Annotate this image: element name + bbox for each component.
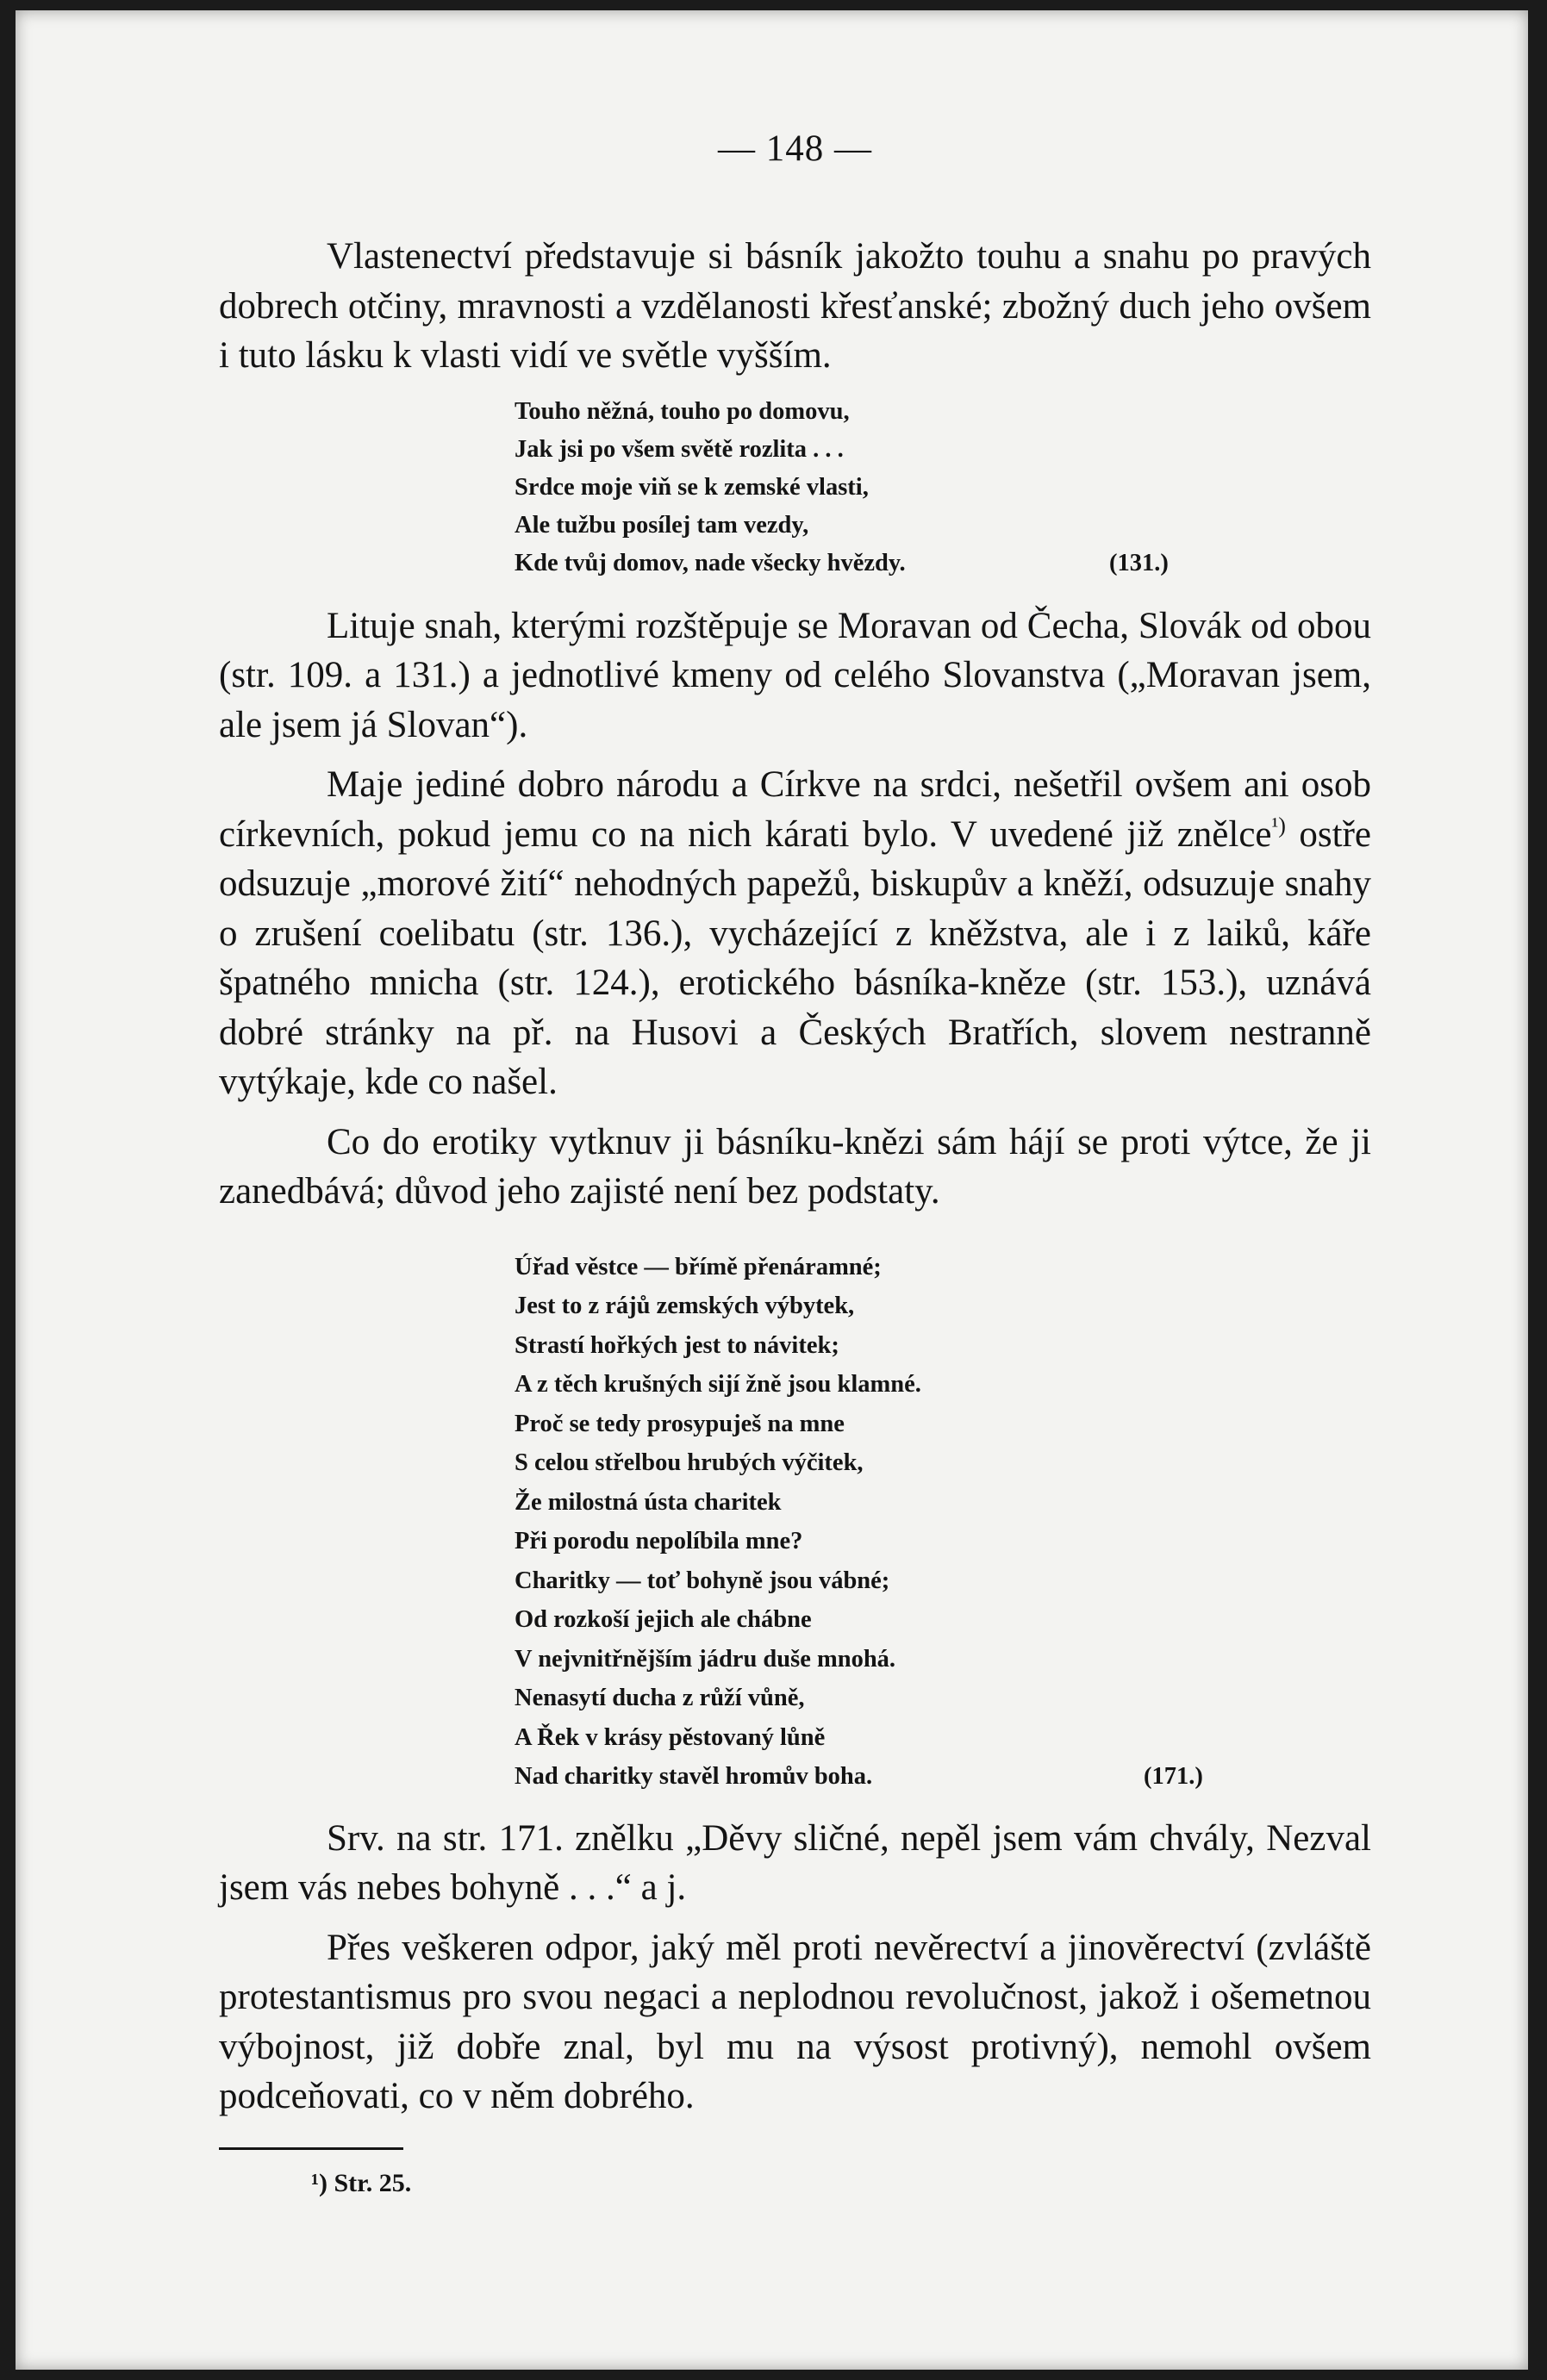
page-content [219, 118, 1371, 2198]
poem-line: Od rozkoší jejich ale chábne [515, 1606, 812, 1633]
paragraph-patriotism: Vlastenectví představuje si básník jakožto touhu a snahu po pravých dobrech otčiny, mravnosti a vzdělanosti křesťanské; zbožný duch jeho ovšem i tuto lásku k vlasti vidí ve světle vyšším. [219, 236, 1371, 376]
footnote: ¹) Str. 25. [311, 2168, 412, 2197]
poem-line-text: Kde tvůj domov, nade všecky hvězdy. [515, 549, 906, 576]
footnote-marker: ¹) [1271, 813, 1286, 838]
paragraph-slavic-unity: Lituje snah, kterými rozštěpuje se Moravan od Čecha, Slovák od obou (str. 109. a 131.) a jednotlivé kmeny od celého Slovanstva („Moravan jsem, ale jsem já Slovan“). [219, 605, 1371, 745]
poem-line-text: Nad charitky stavěl hromův boha. [515, 1763, 873, 1790]
poem-line: Úřad věstce — břímě přenáramné; [515, 1253, 882, 1280]
page-number: — 148 — [718, 128, 872, 169]
poem-line: Strastí hořkých jest to návitek; [515, 1331, 839, 1359]
poem-line-last [515, 1757, 1256, 1797]
poem-reference: (131.) [1109, 549, 1169, 576]
poem-line: A z těch krušných sijí žně jsou klamné. [515, 1371, 921, 1398]
poem-line: Že milostná ústa charitek [515, 1488, 782, 1516]
poem-line: Jest to z rájů zemských výbytek, [515, 1293, 855, 1319]
poem-line: Při porodu nepolíbila mne? [515, 1528, 803, 1554]
poem-line-last [515, 545, 1256, 583]
poem-line: Nenasytí ducha z růží vůně, [515, 1685, 805, 1711]
poem-line: Ale tužbu posílej tam vezdy, [515, 511, 809, 539]
paragraph-see-also: Srv. na str. 171. znělku „Děvy sličné, nepěl jsem vám chvály, Nezval jsem vás nebes bohyně . . .“ a j. [219, 1817, 1371, 1908]
paragraph-erotica: Co do erotiky vytknuv ji básníku-knězi sám hájí se proti výtce, že ji zanedbává; důvod jeho zajisté není bez podstaty. [219, 1121, 1371, 1212]
poem-line: V nejvnitřnějším jádru duše mnohá. [515, 1645, 896, 1673]
poem-line: S celou střelbou hrubých výčitek, [515, 1449, 864, 1476]
paragraph-text: ostře odsuzuje „morové žití“ nehodných papežů, biskupův a kněží, odsuzuje snahy o zrušení coelibatu (str. 136.), vycházející z kněžstva, ale i z laiků, káře špatného mnicha (str. 124.), erotického básníka-kněze (str. 153.), uznává dobré stránky na př. na Husovi a Českých Bratřích, slovem nestranně vytýkaje, kde co našel. [219, 813, 1371, 1102]
poem-line: Charitky — toť bohyně jsou vábné; [515, 1567, 890, 1594]
poem-line: Touho něžná, touho po domovu, [515, 397, 850, 425]
poem-reference: (171.) [1144, 1763, 1203, 1790]
book-page [16, 10, 1528, 2370]
poem-line: Srdce moje viň se k zemské vlasti, [515, 473, 869, 501]
paragraph-church-critique [219, 760, 1371, 1107]
footnote-divider [219, 2147, 403, 2150]
poem-longing-for-home [515, 393, 1256, 583]
paragraph-protestantism: Přes veškeren odpor, jaký měl proti nevěrectví a jinověrectví (zvláště protestantismus pro svou negaci a neplodnou revolučnost, jakož i ošemetnou výbojnost, již dobře znal, byl mu na výsost protivný), nemohl ovšem podceňovati, co v něm dobrého. [219, 1927, 1371, 2116]
paragraph-text: Maje jediné dobro národu a Církve na srdci, nešetřil ovšem ani osob církevních, pokud jemu co na nich kárati bylo. V uvedené již znělce [219, 764, 1371, 855]
poem-line: Jak jsi po všem světě rozlita . . . [515, 435, 844, 463]
poem-line: A Řek v krásy pěstovaný lůně [515, 1723, 826, 1751]
poem-sonnet-charitky [515, 1248, 1256, 1797]
poem-line: Proč se tedy prosypuješ na mne [515, 1410, 845, 1437]
